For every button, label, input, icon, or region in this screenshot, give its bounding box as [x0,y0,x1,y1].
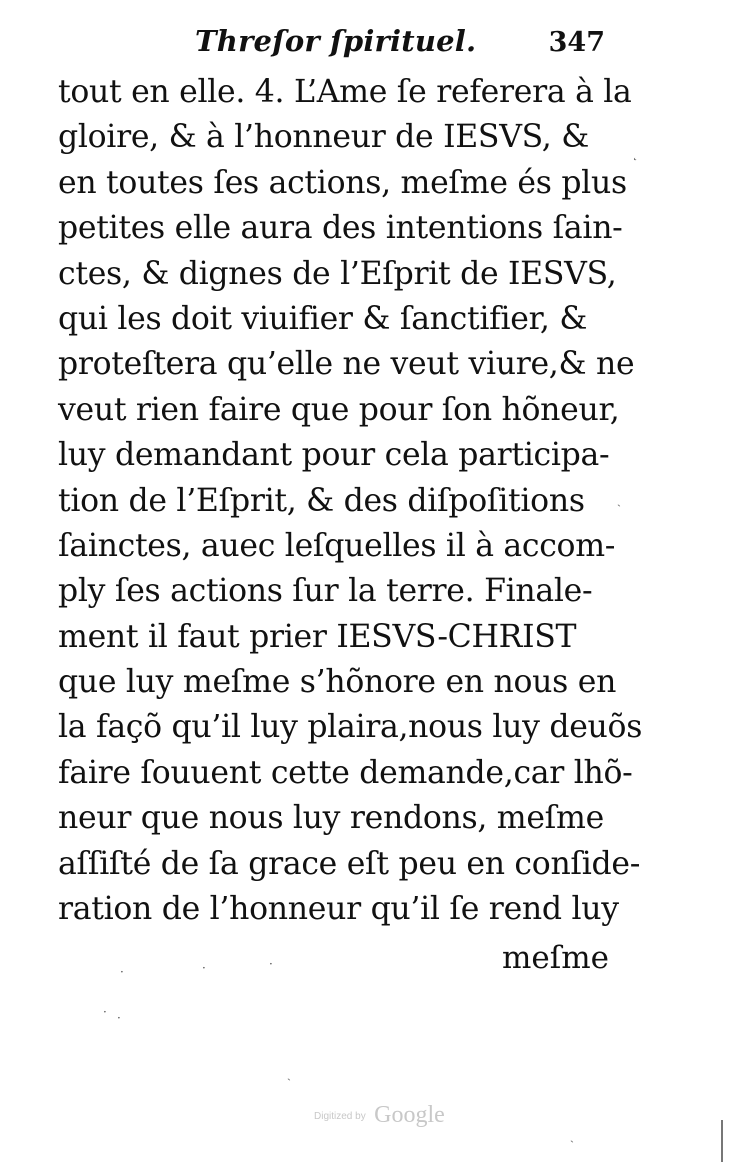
text-line: luy demandant pour cela participa- [58,437,610,474]
page-number: 347 [548,27,605,58]
scan-speck: ˛ [632,147,638,161]
catchword: meſme [502,940,609,976]
google-watermark [314,1102,445,1129]
text-line: aſſiſté de ſa grace eſt peu en conſide- [58,845,641,882]
body-text [58,70,643,932]
scan-speck: ˏ [617,493,621,507]
scan-speck: · [120,965,124,979]
text-line: ply ſes actions ſur la terre. Finale- [58,573,593,610]
running-head [195,24,605,60]
scan-speck: ˏ [570,1129,574,1143]
text-line: petites elle aura des intentions ſain- [58,210,623,247]
google-logo: Google [374,1102,445,1128]
watermark-prefix: Digitized by [314,1111,366,1122]
text-line: qui les doit viuifier & ſanctifier, & [58,300,588,337]
scan-edge-mark [721,1120,723,1162]
scan-speck: · [269,957,273,971]
scan-speck: · [202,961,206,975]
text-line: tout en elle. 4. L’Ame ſe referera à la [58,74,632,110]
text-line: ctes, & dignes de l’Eſprit de IESVS, [58,255,617,292]
text-line: ration de l’honneur qu’il ſe rend luy [58,891,619,928]
text-line: neur que nous luy rendons, meſme [58,800,604,837]
text-line: ment il faut prier IESVS-CHRIST [58,618,577,655]
text-line: gloire, & à l’honneur de IESVS, & [58,119,589,156]
text-line: en toutes ſes actions, meſme és plus [58,164,627,201]
text-line: faire ſouuent cette demande,car lhõ- [58,754,633,791]
text-line: proteſtera qu’elle ne veut viure,& ne [58,346,635,383]
text-line: la façõ qu’il luy plaira,nous luy deuõs [58,709,643,746]
scan-speck: · [103,1005,107,1019]
text-line: veut rien faire que pour ſon hõneur, [58,391,620,428]
text-line: ſainctes, auec leſquelles il à accom- [58,527,616,564]
scan-speck: ˏ [287,1067,291,1081]
text-line: tion de l’Eſprit, & des diſpoſitions [58,482,585,519]
text-line: que luy meſme s’hõnore en nous en [58,664,617,701]
running-title: Threſor ſpirituel. [195,24,477,58]
scan-speck: · [117,1011,121,1025]
